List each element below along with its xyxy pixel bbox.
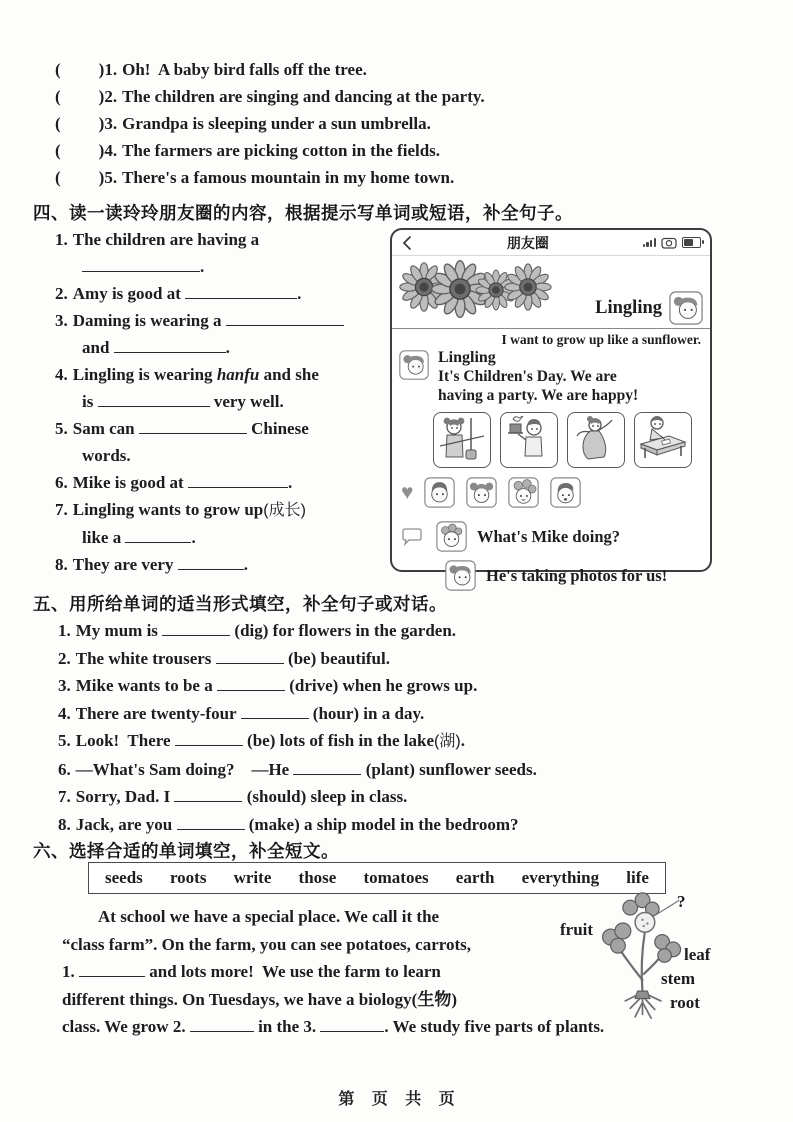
item-number: 5. xyxy=(104,168,118,187)
paren-open: ( xyxy=(55,114,61,133)
text-seg: and lots more! We use the farm to learn xyxy=(145,962,441,981)
section4-questions xyxy=(55,226,391,578)
item-number: 3. xyxy=(55,311,68,330)
word-bank-word: seeds xyxy=(105,868,143,887)
paren-open: ( xyxy=(55,168,61,187)
comment-row xyxy=(401,521,710,552)
photo-girl-dancing-hanfu xyxy=(567,412,625,468)
photo-calligraphy-table xyxy=(634,412,692,468)
text-seg: Sorry, Dad. I xyxy=(75,787,175,806)
blank-underline xyxy=(190,1018,254,1032)
text-seg: There are twenty-four xyxy=(75,703,241,723)
blank-underline xyxy=(226,312,344,326)
text-seg: (be) beautiful. xyxy=(283,648,390,668)
text-seg: Mike is good at xyxy=(72,473,188,492)
chinese-hint: (湖) xyxy=(434,733,461,750)
cover-photo xyxy=(392,256,710,329)
item-text: The children are singing and dancing at the party. xyxy=(122,87,485,106)
item-number: 2. xyxy=(58,648,71,668)
question-line xyxy=(55,496,391,524)
text-seg: My mum is xyxy=(75,621,163,640)
status-icons xyxy=(643,237,701,249)
text-seg: The white trousers xyxy=(75,648,216,668)
back-icon xyxy=(401,235,413,251)
word-bank-word: roots xyxy=(169,868,207,887)
page-footer: 第 页 共 页 xyxy=(338,1091,455,1108)
question-item xyxy=(55,361,391,415)
text-seg: like a xyxy=(82,528,126,547)
avatar xyxy=(466,477,497,508)
question-line xyxy=(55,524,391,551)
heart-icon: ♥ xyxy=(401,480,414,504)
blank-underline xyxy=(174,788,242,802)
text-seg: in the 3. xyxy=(253,1017,321,1036)
section4-heading: 四、读一读玲玲朋友圈的内容，根据提示写单词或短语，补全句子。 xyxy=(33,203,573,223)
text-seg: The children are having a xyxy=(72,230,260,249)
blank-underline xyxy=(125,529,191,543)
blank-underline xyxy=(162,622,230,636)
section6-heading: 六、选择合适的单词填空，补全短文。 xyxy=(33,841,339,861)
comment-bubble-icon xyxy=(401,528,423,546)
blank-underline xyxy=(241,705,309,719)
word-bank-word: life xyxy=(626,868,649,887)
italic-word: hanfu xyxy=(216,365,260,384)
text-seg: Look! There xyxy=(75,731,175,750)
item-text: There's a famous mountain in my home town. xyxy=(122,168,455,187)
avatar xyxy=(550,477,581,508)
blank-underline xyxy=(139,420,247,434)
blank-underline xyxy=(216,650,284,664)
question-line xyxy=(55,442,391,469)
listening-item xyxy=(55,168,485,195)
question-item xyxy=(58,700,768,728)
listening-item xyxy=(55,114,485,141)
paren-close: ) xyxy=(98,60,105,79)
profile-name: Lingling xyxy=(595,297,662,318)
paren-close: ) xyxy=(98,168,105,187)
blank-underline xyxy=(175,732,243,746)
text-seg: Lingling is wearing xyxy=(72,365,217,384)
item-number: 5. xyxy=(55,419,68,438)
blank-underline xyxy=(188,474,288,488)
text-seg: They are very xyxy=(72,555,178,574)
comment-text: He's taking photos for us! xyxy=(486,565,668,585)
item-number: 1. xyxy=(58,621,71,640)
comment-text: What's Mike doing? xyxy=(477,526,621,546)
question-line xyxy=(55,253,391,280)
listening-item xyxy=(55,60,485,87)
avatar xyxy=(424,477,455,508)
question-line xyxy=(55,226,391,253)
question-item xyxy=(55,551,391,578)
question-item xyxy=(58,672,768,700)
text-seg: Sam can xyxy=(72,419,139,438)
item-number: 8. xyxy=(58,814,71,834)
blank-underline xyxy=(293,761,361,775)
text-seg: —What's Sam doing? —He xyxy=(75,759,294,779)
blank-underline xyxy=(114,339,226,353)
page-title: 朋友圈 xyxy=(506,234,549,251)
paren-close: ) xyxy=(98,141,105,160)
listening-section xyxy=(55,60,485,195)
word-bank-word: write xyxy=(233,868,272,887)
phone-status-bar xyxy=(392,230,710,256)
battery-icon xyxy=(682,237,701,248)
question-item xyxy=(55,280,391,307)
item-number: 7. xyxy=(58,787,71,806)
word-bank-word: everything xyxy=(521,868,600,887)
question-line xyxy=(55,334,391,361)
item-number: 1. xyxy=(104,60,118,79)
text-seg: (make) a ship model in the bedroom? xyxy=(244,814,519,834)
question-item xyxy=(58,783,768,811)
avatar xyxy=(445,560,476,591)
text-seg: . We study five parts of plants. xyxy=(384,1017,605,1036)
question-line xyxy=(55,307,391,334)
text-seg: different things. On Tuesdays, we have a biology xyxy=(62,989,412,1009)
item-number: 7. xyxy=(55,500,68,519)
item-number: 1. xyxy=(55,230,68,249)
post-text-line2: having a party. We are happy! xyxy=(438,387,639,404)
question-item xyxy=(58,645,768,673)
text-seg: Mike wants to be a xyxy=(75,676,217,695)
question-item xyxy=(58,756,768,784)
text-seg: and she xyxy=(259,365,319,384)
text-seg: very well. xyxy=(209,392,284,411)
text-seg: . xyxy=(287,473,293,492)
text-seg: Chinese xyxy=(246,419,309,438)
text-seg: (be) lots of fish in the lake xyxy=(242,731,435,750)
paren-close: ) xyxy=(98,87,105,106)
blank-underline xyxy=(185,285,297,299)
item-number: 8. xyxy=(55,555,68,574)
text-seg: (dig) for flowers in the garden. xyxy=(230,621,457,640)
text-seg: Jack, are you xyxy=(75,814,177,834)
text-seg: Amy is good at xyxy=(72,284,186,303)
sunflowers-image xyxy=(398,257,568,317)
question-item xyxy=(55,415,391,469)
text-seg: is xyxy=(82,392,98,411)
chinese-hint: (生物) xyxy=(411,989,457,1009)
section5-heading: 五、用所给单词的适当形式填空，补全句子或对话。 xyxy=(33,594,447,614)
post-photo-grid xyxy=(433,412,710,468)
text-seg: . xyxy=(200,257,205,276)
text-seg: At school we have a special place. We call it the xyxy=(98,907,440,926)
item-number: 6. xyxy=(55,473,68,492)
signal-icon xyxy=(643,238,656,248)
blank-underline xyxy=(320,1018,384,1032)
paren-open: ( xyxy=(55,141,61,160)
item-number: 3. xyxy=(104,114,118,133)
question-line xyxy=(55,388,391,415)
text-seg: . xyxy=(460,731,465,750)
label-unknown: ? xyxy=(677,892,686,911)
item-number: 5. xyxy=(58,731,71,750)
text-seg: . xyxy=(243,555,248,574)
question-item xyxy=(58,811,768,839)
post-text-line1: It's Children's Day. We are xyxy=(438,368,617,385)
question-item xyxy=(58,617,768,645)
question-line xyxy=(55,280,391,307)
blank-underline xyxy=(82,258,200,272)
question-line xyxy=(55,551,391,578)
moments-post xyxy=(392,348,710,405)
label-leaf: leaf xyxy=(684,945,711,964)
avatar xyxy=(669,291,703,325)
label-stem: stem xyxy=(661,969,695,988)
text-seg: (drive) when he grows up. xyxy=(284,676,478,695)
label-fruit: fruit xyxy=(560,920,594,939)
profile-motto: I want to grow up like a sunflower. xyxy=(501,332,701,347)
question-item xyxy=(55,469,391,496)
question-item xyxy=(55,226,391,280)
blank-underline xyxy=(79,963,145,977)
photo-boy-magic-hat-dove xyxy=(500,412,558,468)
item-number: 6. xyxy=(58,759,71,779)
text-seg: (hour) in a day. xyxy=(308,703,425,723)
question-item xyxy=(55,496,391,551)
avatar xyxy=(508,477,539,508)
paren-open: ( xyxy=(55,60,61,79)
question-line xyxy=(55,415,391,442)
blank-underline xyxy=(177,816,245,830)
item-number: 4. xyxy=(55,365,68,384)
text-seg: . xyxy=(297,284,302,303)
blank-underline xyxy=(217,677,285,691)
text-seg: . xyxy=(225,338,230,357)
text-seg: . xyxy=(191,528,196,547)
word-bank-word: tomatoes xyxy=(363,868,429,887)
likes-row xyxy=(401,477,710,508)
camera-icon xyxy=(661,237,677,249)
item-number: 3. xyxy=(58,676,71,695)
text-seg: (should) sleep in class. xyxy=(242,787,408,806)
question-item xyxy=(58,727,768,756)
wechat-moments-card xyxy=(390,228,712,585)
listening-item xyxy=(55,141,485,168)
blank-underline xyxy=(178,556,244,570)
word-bank-word: those xyxy=(298,868,337,887)
question-line xyxy=(55,469,391,496)
photo-girl-playing-erhu xyxy=(433,412,491,468)
item-text: Oh! A baby bird falls off the tree. xyxy=(122,60,367,79)
chinese-hint: (成长) xyxy=(263,502,306,519)
post-author: Lingling xyxy=(438,349,496,366)
paren-open: ( xyxy=(55,87,61,106)
question-line xyxy=(55,361,391,388)
avatar xyxy=(399,350,429,380)
avatar xyxy=(436,521,467,552)
comment-row xyxy=(445,560,710,591)
text-seg: Daming is wearing a xyxy=(72,311,226,330)
blank-underline xyxy=(98,393,210,407)
item-number: 2. xyxy=(104,87,118,106)
plant-diagram xyxy=(558,888,758,1023)
text-seg: “class farm”. On the farm, you can see potatoes, carrots, xyxy=(62,934,472,954)
paren-close: ) xyxy=(98,114,105,133)
text-seg: 1. xyxy=(62,962,79,981)
word-bank-word: earth xyxy=(455,868,495,887)
item-number: 4. xyxy=(58,703,71,723)
item-number: 4. xyxy=(104,141,118,160)
text-seg: (plant) sunflower seeds. xyxy=(361,759,537,779)
text-seg: Lingling wants to grow up xyxy=(72,500,264,519)
listening-item xyxy=(55,87,485,114)
item-number: 2. xyxy=(55,284,68,303)
question-item xyxy=(55,307,391,361)
label-root: root xyxy=(670,993,700,1012)
item-text: The farmers are picking cotton in the fields. xyxy=(122,141,441,160)
text-seg: class. We grow 2. xyxy=(62,1017,190,1036)
text-seg: words. xyxy=(82,446,131,465)
item-text: Grandpa is sleeping under a sun umbrella. xyxy=(122,114,431,133)
section5-questions xyxy=(58,617,768,838)
text-seg: and xyxy=(82,338,114,357)
